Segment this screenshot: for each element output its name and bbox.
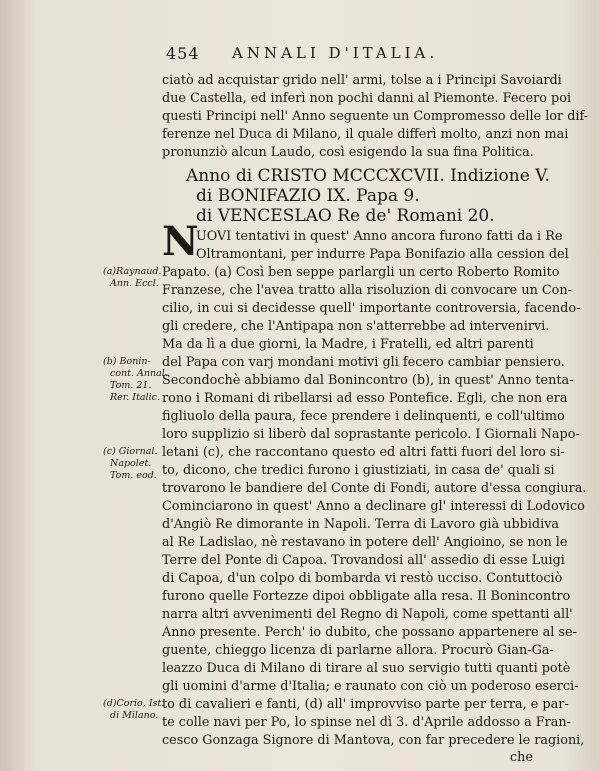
text-line-12: loro supplizio si liberò dal soprastante pericolo. I Giornali Napo- <box>162 427 580 442</box>
text-line-20: di Capoa, d'un colpo di bombarda vi restò ucciso. Contuttociò <box>162 571 563 586</box>
text-line-16: Cominciarono in quest' Anno a declinare gl' interessi di Lodovico <box>162 499 585 514</box>
text-line-1: UOVI tentativi in quest' Anno ancora furono fatti da i Re <box>196 229 563 244</box>
text-line-29: cesco Gonzaga Signore di Mantova, con far precedere le ragioni, <box>162 733 585 748</box>
text-line-25: leazzo Duca di Milano di tirare al suo servigio tutti quanti potè <box>162 661 571 676</box>
running-title: ANNALI D'ITALIA. <box>232 44 439 62</box>
margin-note-c-1: (c) Giornal. <box>103 446 158 457</box>
text-line-2: Oltramontani, per indurre Papa Bonifazio alla cession del <box>196 247 569 262</box>
text-line-9: Secondochè abbiamo dal Bonincontro (b), in quest' Anno tenta- <box>162 373 574 388</box>
text-line-19: Terre del Ponte di Capoa. Trovandosi all' assedio di esse Luigi <box>162 553 565 568</box>
margin-note-b-4: Rer. Italic. <box>110 392 160 403</box>
text-line-13: letani (c), che raccontano questo ed altri fatti fuori del loro si- <box>162 445 565 460</box>
text-line-18: al Re Ladislao, nè restavano in potere dell' Angioino, se non le <box>162 535 568 550</box>
text-line-23: Anno presente. Perch' io dubito, che possano appartenere al se- <box>162 625 577 640</box>
text-line-14: to, dicono, che tredici furono i giustiziati, in casa de' quali si <box>162 463 555 478</box>
margin-note-d-1: (d)Corio, Ist. <box>103 698 165 709</box>
intro-line-1: ciatò ad acquistar grido nell' armi, tolse a i Principi Savoiardi <box>162 73 562 88</box>
intro-line-5: pronunziò alcun Laudo, così esigendo la sua fina Politica. <box>162 145 534 160</box>
emperor-heading: di VENCESLAO Re de' Romani 20. <box>196 206 495 226</box>
text-line-11: figliuolo della paura, fece prendere i delinquenti, e coll'ultimo <box>162 409 565 424</box>
margin-note-a-2: Ann. Eccl. <box>110 278 159 289</box>
page-number: 454 <box>166 44 200 63</box>
running-header <box>166 44 496 70</box>
margin-note-b-3: Tom. 21. <box>110 380 152 391</box>
intro-line-2: due Castella, ed inferì non pochi danni al Piemonte. Fecero poi <box>162 91 572 106</box>
pope-heading: di BONIFAZIO IX. Papa 9. <box>196 186 420 206</box>
text-line-27: to di cavalieri e fanti, (d) all' improvviso parte per terra, e par- <box>162 697 569 712</box>
margin-note-a-1: (a)Raynaud. <box>103 266 162 277</box>
text-line-8: del Papa con varj mondani motivi gli fecero cambiar pensiero. <box>162 355 565 370</box>
text-line-21: furono quelle Fortezze dipoi obbligate alla resa. Il Bonincontro <box>162 589 571 604</box>
margin-note-c-3: Tom. eod. <box>110 470 157 481</box>
text-line-4: Franzese, che l'avea tratto alla risoluzion di convocare un Con- <box>162 283 572 298</box>
text-line-6: gli credere, che l'Antipapa non s'atterrebbe ad intervenirvi. <box>162 319 550 334</box>
text-line-26: gli uomini d'arme d'Italia; e raunato con ciò un poderoso eserci- <box>162 679 579 694</box>
margin-note-b-2: cont. Annal. <box>110 368 168 379</box>
intro-line-3: questi Principi nell' Anno seguente un Compromesso delle lor dif- <box>162 109 589 124</box>
text-line-15: trovarono le bandiere del Conte di Fondi, autore d'essa congiura. <box>162 481 587 496</box>
intro-line-4: ferenze nel Duca di Milano, il quale differì molto, anzi non mai <box>162 127 569 142</box>
catchword: che <box>510 750 533 765</box>
text-line-7: Ma da lì a due giorni, la Madre, i Fratelli, ed altri parenti <box>162 337 534 352</box>
text-line-28: te colle navi per Po, lo spinse nel dì 3. d'Aprile addosso a Fran- <box>162 715 571 730</box>
margin-note-d-2: di Milano. <box>110 710 159 721</box>
text-line-3: Papato. (a) Così ben seppe parlargli un certo Roberto Romito <box>162 265 560 280</box>
text-line-10: rono i Romani di ribellarsi ad esso Pontefice. Egli, che non era <box>162 391 568 406</box>
text-line-17: d'Angiò Re dimorante in Napoli. Terra di Lavoro già ubbidiva <box>162 517 560 532</box>
margin-note-b-1: (b) Bonin- <box>103 356 151 367</box>
text-line-24: guente, chieggo licenza di parlarne allora. Procurò Gian-Ga- <box>162 643 554 658</box>
text-line-22: narra altri avvenimenti del Regno di Napoli, come spettanti all' <box>162 607 573 622</box>
year-heading: Anno di CRISTO MCCCXCVII. Indizione V. <box>186 166 550 186</box>
margin-note-c-2: Napolet. <box>110 458 152 469</box>
drop-cap: N <box>162 218 199 265</box>
text-line-5: cilio, in cui si decidesse quell' importante controversia, facendo- <box>162 301 581 316</box>
